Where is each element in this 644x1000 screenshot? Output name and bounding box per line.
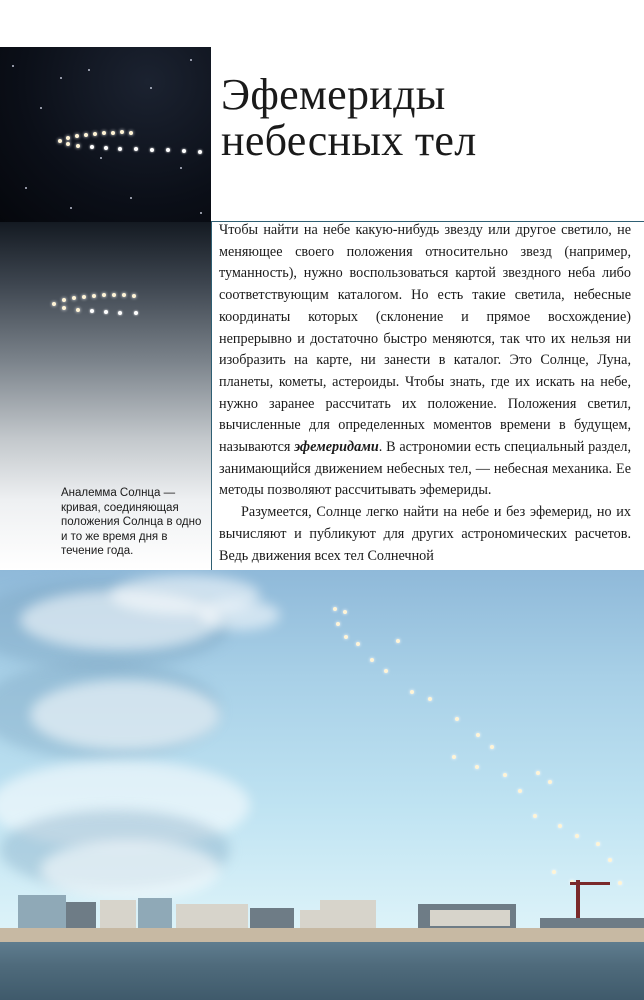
paragraph-2: Разумеется, Солнце легко найти на небе и без эфемерид, но их вычисляют и публикуют для других астрономических расчетов. Ведь движения всех тел Солнечной xyxy=(219,504,631,564)
paragraph-1-text-b: . В астрономии есть специальный раздел, занимающийся движением небесных тел, — небесная механика. Ее методы позволяют рассчитывать эфемериды. xyxy=(219,439,631,499)
page-title xyxy=(221,72,621,164)
analemma-city-photo xyxy=(0,570,644,1000)
vertical-rule xyxy=(211,222,212,575)
analemma-night-photo xyxy=(0,47,211,222)
term-ephemerides: эфемеридами xyxy=(294,439,379,456)
body-text xyxy=(219,220,631,567)
paragraph-1-text-a: Чтобы найти на небе какую-нибудь звезду или другое светило, не меняющее своего положения относительно звезд (например, туманность), нужно воспользоваться картой звездного неба либо соответствующим каталогом. Но есть такие светила, небесные координаты которых (склонение и прямое восхождение) непрерывно и достаточно быстро меняются, так что их нельзя ни изобразить на карте, ни занести в каталог. Это Солнце, Луна, планеты, кометы, астероиды. Чтобы знать, где их искать на небе, нужно заранее рассчитать их положение. Положения светил, вычисленные для определенных моментов времени в будущем, называются xyxy=(219,222,631,456)
photo-caption: Аналемма Солнца — кривая, соединяющая положения Солнца в одно и то же время дня в течение года. xyxy=(61,487,202,558)
title-line-2: небесных тел xyxy=(221,116,477,165)
paragraph-1 xyxy=(219,220,631,502)
title-line-1: Эфемериды xyxy=(221,70,446,119)
